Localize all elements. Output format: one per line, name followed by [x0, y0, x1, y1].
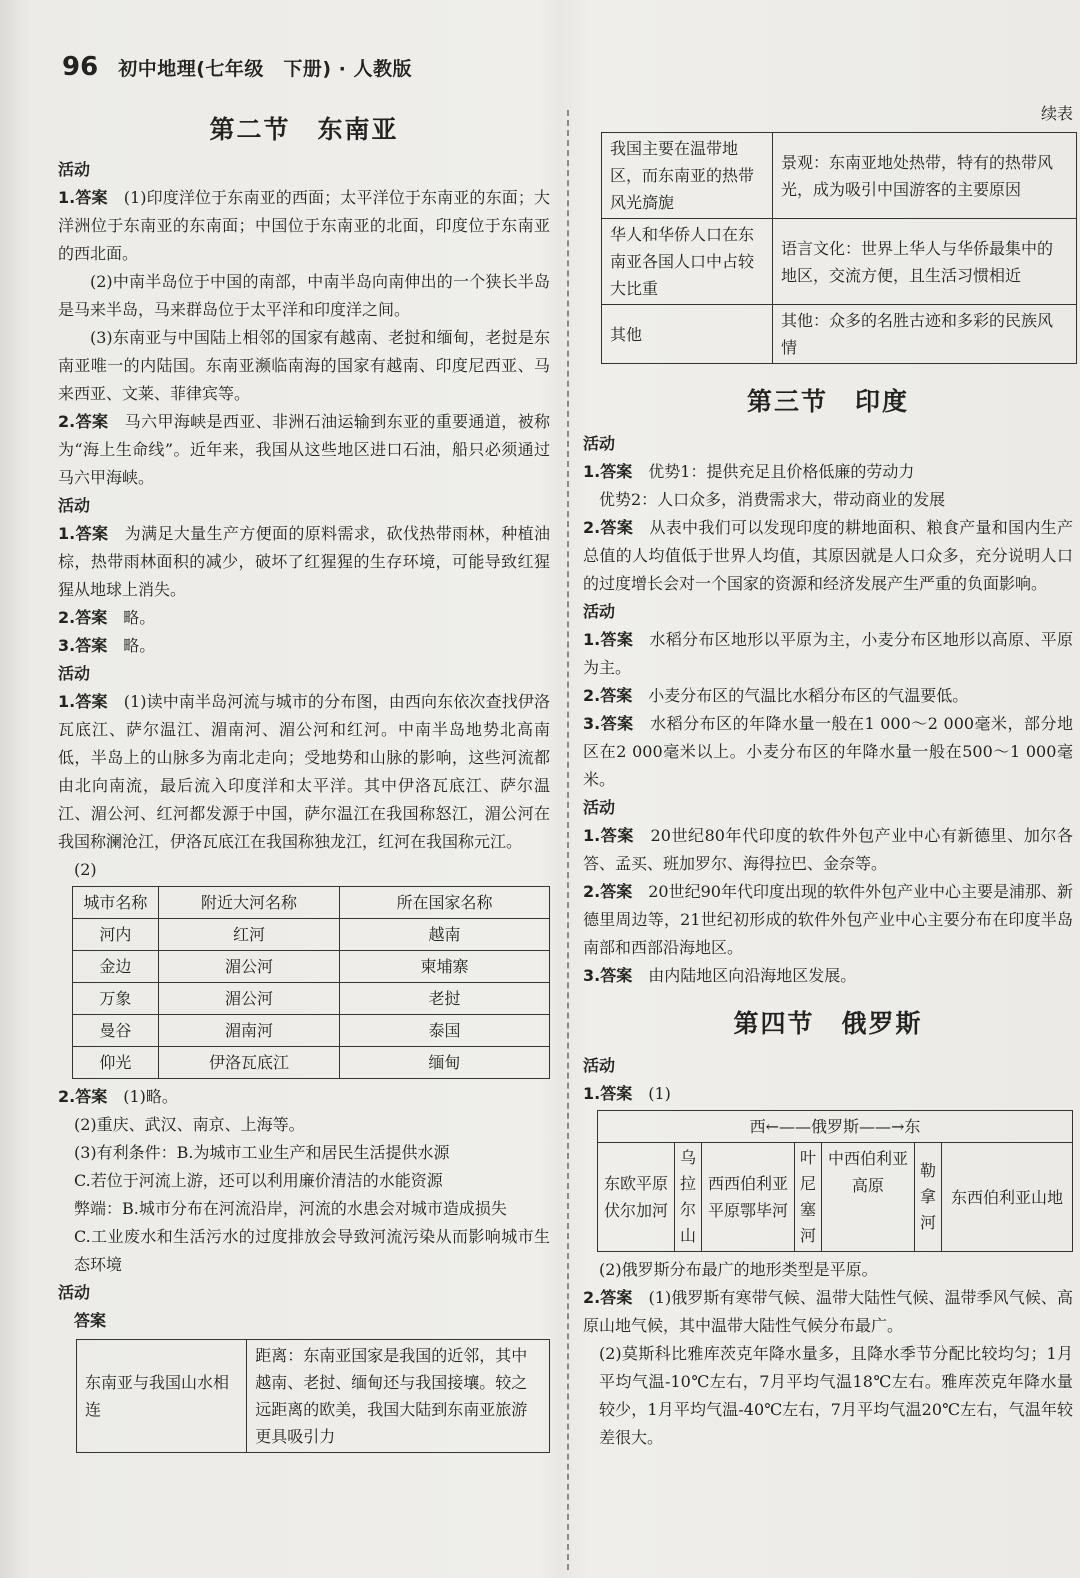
answer-paragraph: (2)俄罗斯分布最广的地形类型是平原。	[599, 1260, 878, 1279]
answer-paragraph: C.工业废水和生活污水的过度排放会导致河流污染从而影响城市生态环境	[74, 1227, 550, 1274]
table-cell: 东西伯利亚山地	[942, 1143, 1073, 1252]
page-number: 96	[62, 52, 99, 82]
activity-heading: 活动	[583, 434, 616, 453]
table-header-row	[73, 887, 550, 919]
table-row	[598, 1143, 1073, 1252]
activity-heading: 活动	[58, 496, 91, 515]
activity-heading: 活动	[58, 664, 91, 683]
table-cell: 越南	[340, 919, 550, 951]
table-cell: 仰光	[73, 1047, 159, 1079]
answer-label: 3.答案	[583, 714, 634, 733]
table-row	[602, 219, 1077, 305]
table-cell: 柬埔寨	[340, 951, 550, 983]
tourism-reason-table	[76, 1339, 550, 1453]
answer-label: 2.答案	[583, 882, 633, 901]
answer-text: (1)	[648, 1084, 671, 1103]
answer-label: 2.答案	[583, 518, 634, 537]
answer-paragraph: (3)有利条件：B.为城市工业生产和居民生活提供水源	[74, 1143, 450, 1162]
answer-paragraph: (2)莫斯科比雅库茨克年降水量多，且降水季节分配比较均匀；1月平均气温-10℃左右，7月平均气温18℃左右。雅库茨克年降水量较少，1月平均气温-40℃左右，7月平均气温20℃左右，气温年较差很大。	[599, 1344, 1073, 1447]
column-divider	[567, 110, 569, 1570]
answer-paragraph	[58, 604, 550, 632]
section-title-russia: 第四节 俄罗斯	[733, 1009, 923, 1038]
answer-paragraph: C.若位于河流上游，还可以利用廉价清洁的水能资源	[74, 1171, 443, 1190]
answer-text: 优势1：提供充足且价格低廉的劳动力	[648, 462, 915, 481]
table-cell: 老挝	[340, 983, 550, 1015]
answer-label: 2.答案	[583, 1288, 633, 1307]
answer-label: 1.答案	[583, 630, 634, 649]
answer-paragraph	[583, 962, 1073, 990]
answer-paragraph	[583, 1284, 1073, 1340]
answer-text: 由内陆地区向沿海地区发展。	[648, 966, 857, 985]
answer-paragraph: (2)中南半岛位于中国的南部，中南半岛向南伸出的一个狭长半岛是马来半岛，马来群岛位于太平洋和印度洋之间。	[58, 272, 550, 319]
table-cell: 红河	[158, 919, 339, 951]
table-row	[73, 919, 550, 951]
table-row	[73, 1047, 550, 1079]
table-cell: 湄南河	[158, 1015, 339, 1047]
table-cell: 乌拉尔山	[675, 1143, 702, 1252]
answer-text: 从表中我们可以发现印度的耕地面积、粮食产量和国内生产总值的人均值低于世界人均值，其原因就是人口众多，充分说明人口的过度增长会对一个国家的资源和经济发展产生严重的负面影响。	[583, 518, 1073, 593]
answer-paragraph	[583, 878, 1073, 962]
direction-header: 西←——俄罗斯——→东	[598, 1111, 1073, 1143]
answer-paragraph	[58, 688, 550, 856]
page-header	[62, 52, 412, 92]
russia-terrain-table	[597, 1110, 1073, 1252]
table-cell: 其他：众多的名胜古迹和多彩的民族风情	[773, 305, 1077, 364]
table-cell: 金边	[73, 951, 159, 983]
left-column	[58, 110, 550, 1453]
table-header-cell: 所在国家名称	[340, 887, 550, 919]
answer-label: 2.答案	[58, 1087, 108, 1106]
book-title: 初中地理(七年级 下册) · 人教版	[118, 58, 413, 80]
table-row	[73, 1015, 550, 1047]
table-cell: 湄公河	[158, 983, 339, 1015]
table-header-cell: 附近大河名称	[158, 887, 339, 919]
table-cell: 曼谷	[73, 1015, 159, 1047]
answer-paragraph	[58, 632, 550, 660]
answer-text: (1)印度洋位于东南亚的西面；太平洋位于东南亚的东面；大洋洲位于东南亚的东南面；中国位于东南亚的北面，印度位于东南亚的西北面。	[58, 188, 550, 263]
table-cell: 勒拿河	[915, 1143, 942, 1252]
table-cell: 我国主要在温带地区，而东南亚的热带风光旖旎	[602, 133, 773, 219]
answer-paragraph	[583, 458, 1073, 486]
section-title-southeast-asia: 第二节 东南亚	[209, 115, 399, 144]
table-cell: 湄公河	[158, 951, 339, 983]
answer-paragraph	[583, 514, 1073, 598]
table-cell: 距离：东南亚国家是我国的近邻，其中越南、老挝、缅甸还与我国接壤。较之远距离的欧美，我国大陆到东南亚旅游更具吸引力	[247, 1340, 550, 1453]
answer-text: (1)读中南半岛河流与城市的分布图，由西向东依次查找伊洛瓦底江、萨尔温江、湄南河、湄公河和红河。中南半岛地势北高南低，半岛上的山脉多为南北走向；受地势和山脉的影响，这些河流都由北向南流，最后流入印度洋和太平洋。其中伊洛瓦底江、萨尔温江、湄公河、红河都发源于中国，萨尔温江在我国称怒江，湄公河在我国称澜沧江，伊洛瓦底江在我国称独龙江，红河在我国称元江。	[58, 692, 550, 851]
table-row	[602, 133, 1077, 219]
answer-paragraph: (2)重庆、武汉、南京、上海等。	[74, 1115, 305, 1134]
answer-paragraph	[58, 408, 550, 492]
table-row	[73, 951, 550, 983]
table-cell: 河内	[73, 919, 159, 951]
table-row	[73, 983, 550, 1015]
table-cell: 中西伯利亚高原	[822, 1143, 915, 1252]
answer-label: 2.答案	[58, 412, 109, 431]
answer-label: 2.答案	[58, 608, 108, 627]
answer-label: 1.答案	[58, 524, 109, 543]
answer-paragraph	[583, 626, 1073, 682]
answer-text: 20世纪90年代印度出现的软件外包产业中心主要是浦那、新德里周边等，21世纪初形成的软件外包产业中心主要分布在印度半岛南部和西部沿海地区。	[583, 882, 1073, 957]
activity-heading: 活动	[583, 602, 616, 621]
answer-paragraph	[583, 822, 1073, 878]
answer-paragraph: 优势2：人口众多，消费需求大，带动商业的发展	[599, 490, 946, 509]
activity-heading: 活动	[583, 1056, 616, 1075]
answer-paragraph	[58, 1083, 550, 1111]
answer-label: 3.答案	[58, 636, 108, 655]
section-title-india: 第三节 印度	[746, 387, 909, 416]
continued-table-label: 续表	[1040, 104, 1073, 123]
activity-heading: 活动	[58, 160, 91, 179]
table-header-cell: 城市名称	[73, 887, 159, 919]
table-row	[77, 1340, 550, 1453]
table-cell: 语言文化：世界上华人与华侨最集中的地区，交流方便，且生活习惯相近	[773, 219, 1077, 305]
table-cell: 西西伯利亚平原鄂毕河	[702, 1143, 795, 1252]
city-river-table	[72, 886, 550, 1079]
answer-text: 20世纪80年代印度的软件外包产业中心有新德里、加尔各答、孟买、班加罗尔、海得拉巴、金奈等。	[583, 826, 1073, 873]
answer-paragraph	[58, 520, 550, 604]
table-cell: 万象	[73, 983, 159, 1015]
answer-label: 1.答案	[583, 826, 634, 845]
table-header-row	[598, 1111, 1073, 1143]
table-cell: 东南亚与我国山水相连	[77, 1340, 247, 1453]
answer-label: 1.答案	[583, 462, 633, 481]
answer-label: 1.答案	[58, 188, 108, 207]
answer-paragraph	[583, 710, 1073, 794]
table-cell: 其他	[602, 305, 773, 364]
answer-paragraph: (3)东南亚与中国陆上相邻的国家有越南、老挝和缅甸，老挝是东南亚唯一的内陆国。东南亚濒临南海的国家有越南、印度尼西亚、马来西亚、文莱、菲律宾等。	[58, 328, 550, 403]
answer-text: 略。	[123, 636, 156, 655]
table-row	[602, 305, 1077, 364]
table-cell: 伊洛瓦底江	[158, 1047, 339, 1079]
answer-text: 为满足大量生产方便面的原料需求，砍伐热带雨林，种植油棕，热带雨林面积的减少，破坏了红猩猩的生存环境，可能导致红猩猩从地球上消失。	[58, 524, 550, 599]
table-cell: 泰国	[340, 1015, 550, 1047]
answer-text: 略。	[123, 608, 156, 627]
activity-heading: 活动	[58, 1283, 91, 1302]
answer-label: 3.答案	[583, 966, 633, 985]
answer-text: 水稻分布区的年降水量一般在1 000～2 000毫米，部分地区在2 000毫米以上。小麦分布区的年降水量一般在500～1 000毫米。	[583, 714, 1073, 789]
tourism-reason-table-continued	[601, 132, 1077, 364]
answer-text: 小麦分布区的气温比水稻分布区的气温要低。	[648, 686, 969, 705]
right-column	[583, 100, 1073, 1452]
table-cell: 华人和华侨人口在东南亚各国人口中占较大比重	[602, 219, 773, 305]
table-cell: 东欧平原伏尔加河	[598, 1143, 675, 1252]
table-cell: 缅甸	[340, 1047, 550, 1079]
table-cell: 景观：东南亚地处热带，特有的热带风光，成为吸引中国游客的主要原因	[773, 133, 1077, 219]
activity-heading: 活动	[583, 798, 616, 817]
answer-text: 马六甲海峡是西亚、非洲石油运输到东亚的重要通道，被称为“海上生命线”。近年来，我国从这些地区进口石油，船只必须通过马六甲海峡。	[58, 412, 550, 487]
answer-paragraph	[583, 682, 1073, 710]
table-cell: 叶尼塞河	[795, 1143, 822, 1252]
answer-text: (1)俄罗斯有寒带气候、温带大陆性气候、温带季风气候、高原山地气候，其中温带大陆性气候分布最广。	[583, 1288, 1073, 1335]
answer-text: 水稻分布区地形以平原为主，小麦分布区地形以高原、平原为主。	[583, 630, 1073, 677]
answer-paragraph: 弊端：B.城市分布在河流沿岸，河流的水患会对城市造成损失	[74, 1199, 507, 1218]
answer-label: 1.答案	[583, 1084, 633, 1103]
answer-text: (1)略。	[123, 1087, 178, 1106]
answer-paragraph	[583, 1080, 1073, 1108]
answer-label: 答案	[74, 1311, 107, 1330]
answer-label: 1.答案	[58, 692, 108, 711]
answer-label: 2.答案	[583, 686, 633, 705]
answer-paragraph: (2)	[74, 860, 97, 879]
answer-paragraph	[58, 184, 550, 268]
